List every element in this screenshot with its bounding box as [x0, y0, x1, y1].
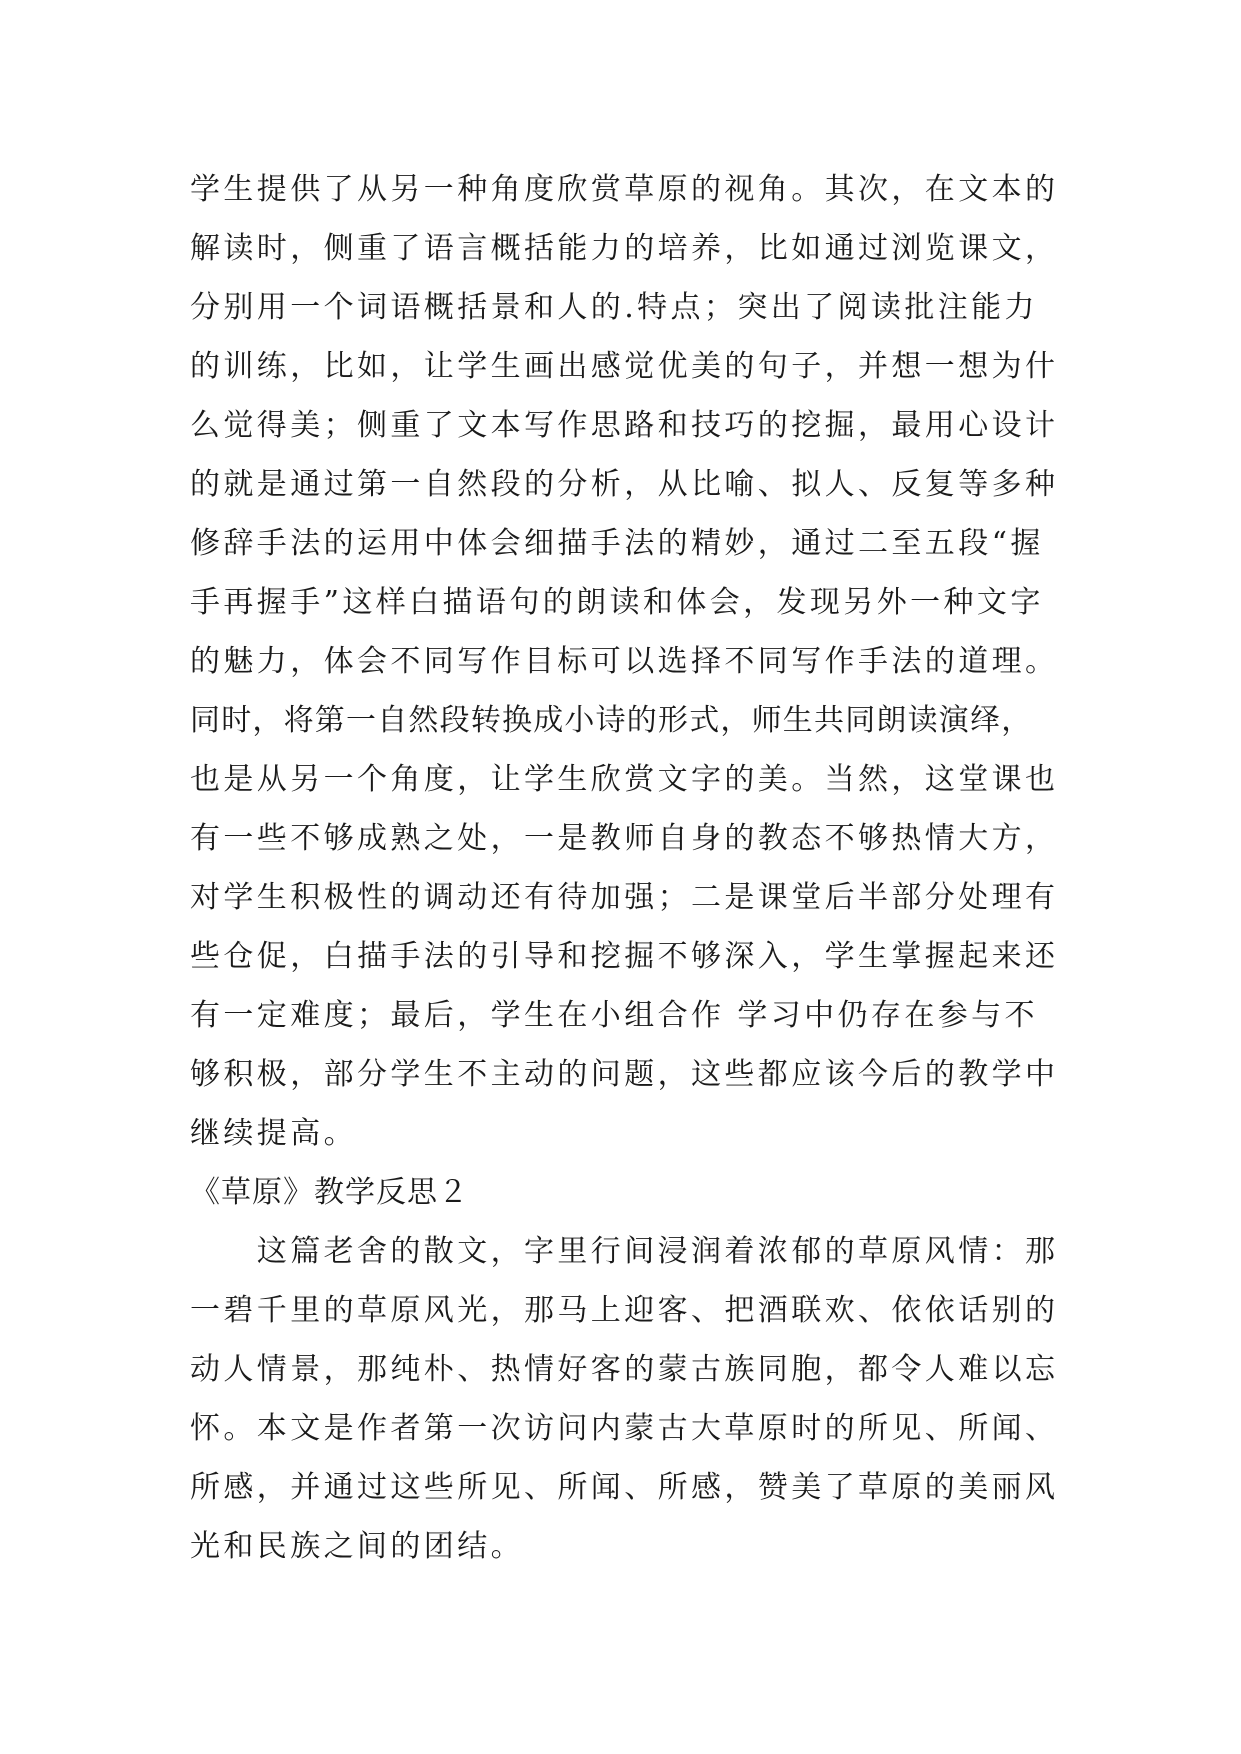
- document-body: [190, 160, 1060, 1576]
- text-line: 够积极，部分学生不主动的问题，这些都应该今后的教学中: [190, 1057, 1059, 1092]
- text-line: 同时，将第一自然段转换成小诗的形式，师生共同朗读演绎，: [190, 703, 1033, 738]
- text-line: 学生提供了从另一种角度欣赏草原的视角。其次，在文本的: [190, 172, 1059, 207]
- text-line: 怀。本文是作者第一次访问内蒙古大草原时的所见、所闻、: [190, 1411, 1059, 1446]
- text-line: 的就是通过第一自然段的分析，从比喻、拟人、反复等多种: [190, 467, 1059, 502]
- text-line: 也是从另一个角度，让学生欣赏文字的美。当然，这堂课也: [190, 762, 1059, 797]
- text-line: 分别用一个词语概括景和人的.特点；突出了阅读批注能力: [190, 290, 1038, 325]
- text-line: 所感，并通过这些所见、所闻、所感，赞美了草原的美丽风: [190, 1470, 1059, 1505]
- text-line: 修辞手法的运用中体会细描手法的精妙，通过二至五段“握: [190, 526, 1044, 561]
- text-line: 动人情景，那纯朴、热情好客的蒙古族同胞，都令人难以忘: [190, 1352, 1059, 1387]
- text-line: 的魅力，体会不同写作目标可以选择不同写作手法的道理。: [190, 644, 1059, 679]
- text-line: 继续提高。: [190, 1116, 357, 1151]
- section-heading: 《草原》教学反思２: [190, 1175, 469, 1210]
- text-line: 对学生积极性的调动还有待加强；二是课堂后半部分处理有: [190, 880, 1059, 915]
- text-line: 手再握手”这样白描语句的朗读和体会，发现另外一种文字: [190, 585, 1044, 620]
- text-line: 这篇老舍的散文，字里行间浸润着浓郁的草原风情：那: [190, 1234, 1059, 1269]
- text-line: 一碧千里的草原风光，那马上迎客、把酒联欢、依依话别的: [190, 1293, 1059, 1328]
- text-line: 么觉得美；侧重了文本写作思路和技巧的挖掘，最用心设计: [190, 408, 1059, 443]
- text-line: 些仓促，白描手法的引导和挖掘不够深入，学生掌握起来还: [190, 939, 1059, 974]
- text-line: 有一定难度；最后，学生在小组合作 学习中仍存在参与不: [190, 998, 1038, 1033]
- text-line: 有一些不够成熟之处，一是教师自身的教态不够热情大方，: [190, 821, 1059, 856]
- text-line: 的训练，比如，让学生画出感觉优美的句子，并想一想为什: [190, 349, 1059, 384]
- text-line: 光和民族之间的团结。: [190, 1529, 524, 1564]
- text-line: 解读时，侧重了语言概括能力的培养，比如通过浏览课文，: [190, 231, 1059, 266]
